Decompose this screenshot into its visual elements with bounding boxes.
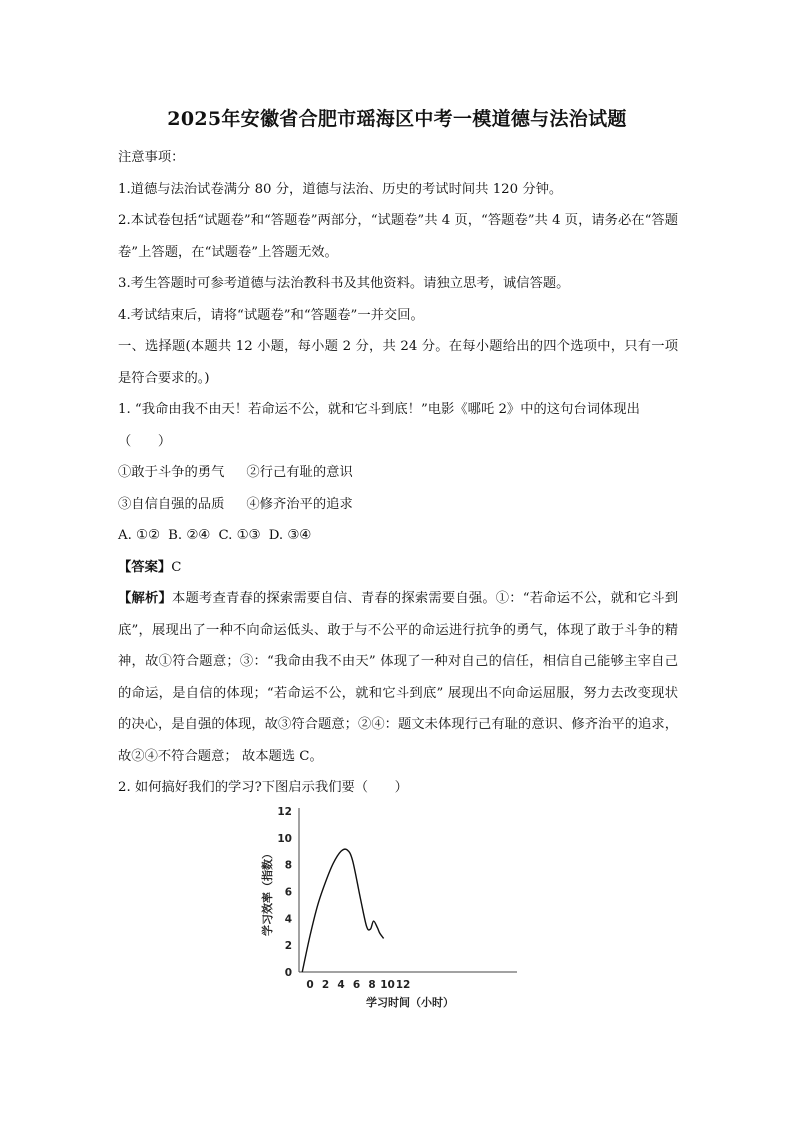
exam-body — [118, 142, 678, 804]
question-1-answer — [118, 552, 678, 584]
chart-svg — [255, 800, 545, 1012]
learning-efficiency-chart — [255, 800, 545, 1012]
answer-value: C — [171, 559, 182, 575]
y-tick-label: 6 — [284, 886, 292, 899]
x-tick-label: 10 — [380, 979, 395, 991]
question-2-stem: 2. 如何搞好我们的学习?下图启示我们要（ ） — [118, 780, 408, 795]
question-1-analysis — [118, 583, 678, 772]
question-1-options-row-2 — [118, 489, 678, 521]
section-heading: 一、选择题(本题共 12 小题，每小题 2 分，共 24 分。在每小题给出的四个选项中，只有一项是符合要求的。) — [118, 339, 678, 386]
notice-item-4: 4.考试结束后，请将“试题卷”和“答题卷”一并交回。 — [118, 307, 424, 323]
y-tick-label: 2 — [284, 940, 292, 953]
x-tick-label: 12 — [395, 979, 411, 991]
notice-item-2: 2.本试卷包括“试题卷”和“答题卷”两部分，“试题卷”共 4 页，“答题卷”共 4 页，请务必在“答题卷”上答题，在“试题卷”上答题无效。 — [118, 213, 678, 260]
page-title: 2025年安徽省合肥市瑶海区中考一模道德与法治试题 — [167, 108, 627, 130]
question-1-stem: 1. “我命由我不由天！若命运不公，就和它斗到底！”电影《哪吒 2》中的这句台词体现出 — [118, 402, 640, 417]
question-1-options-row-1 — [118, 457, 678, 489]
analysis-tag: 【解析】 — [118, 591, 172, 606]
x-tick-label: 6 — [352, 979, 361, 991]
y-tick-label: 0 — [284, 967, 292, 979]
option-1: ①敢于斗争的勇气 — [118, 465, 225, 480]
option-2: ②行己有耻的意识 — [246, 465, 353, 480]
option-3: ③自信自强的品质 — [118, 496, 225, 512]
y-axis-label: 学习效率（指数） — [261, 848, 274, 936]
x-tick-label: 0 — [306, 979, 314, 991]
question-1-paren: （ ） — [118, 433, 172, 449]
efficiency-series-line — [302, 849, 383, 972]
x-axis-label: 学习时间（小时） — [366, 996, 454, 1009]
notice-heading: 注意事项： — [118, 150, 185, 165]
choice-a: A. ①② — [118, 528, 160, 543]
option-4: ④修齐治平的追求 — [246, 496, 353, 512]
y-tick-label: 8 — [284, 859, 292, 872]
notice-item-3: 3.考生答题时可参考道德与法治教科书及其他资料。请独立思考，诚信答题。 — [118, 276, 570, 291]
x-tick-label: 8 — [368, 979, 376, 991]
y-tick-label: 4 — [284, 913, 292, 926]
choice-b: B. ②④ — [168, 528, 211, 543]
choice-d: D. ③④ — [268, 528, 312, 543]
x-tick-label: 2 — [321, 979, 330, 991]
y-tick-label: 12 — [277, 806, 292, 818]
notice-item-1: 1.道德与法治试卷满分 80 分，道德与法治、历史的考试时间共 120 分钟。 — [118, 181, 563, 197]
choice-c: C. ①③ — [218, 528, 261, 543]
analysis-text: 本题考查青春的探索需要自信、青春的探索需要自强。①：“若命运不公，就和它斗到底”，展现出了一种不向命运低头、敢于与不公平的命运进行抗争的勇气，体现了敢于斗争的精神，故①符合题意；③：“我命由我不由天” 体现了一种对自己的信任，相信自己能够主宰自己的命运，是自信的体现；“若命运不公，就和它斗到底” 展现出不向命运屈服，努力去改变现状的决心，是自强的体现，故③符合题意；②④：题文未体现行己有耻的意识、修齐治平的追求，故②④不符合题意； 故本题选 C。 — [118, 591, 679, 764]
answer-tag: 【答案】 — [118, 559, 172, 575]
y-tick-label: 10 — [277, 832, 292, 845]
x-tick-label: 4 — [337, 979, 345, 991]
question-1-choices — [118, 520, 678, 552]
